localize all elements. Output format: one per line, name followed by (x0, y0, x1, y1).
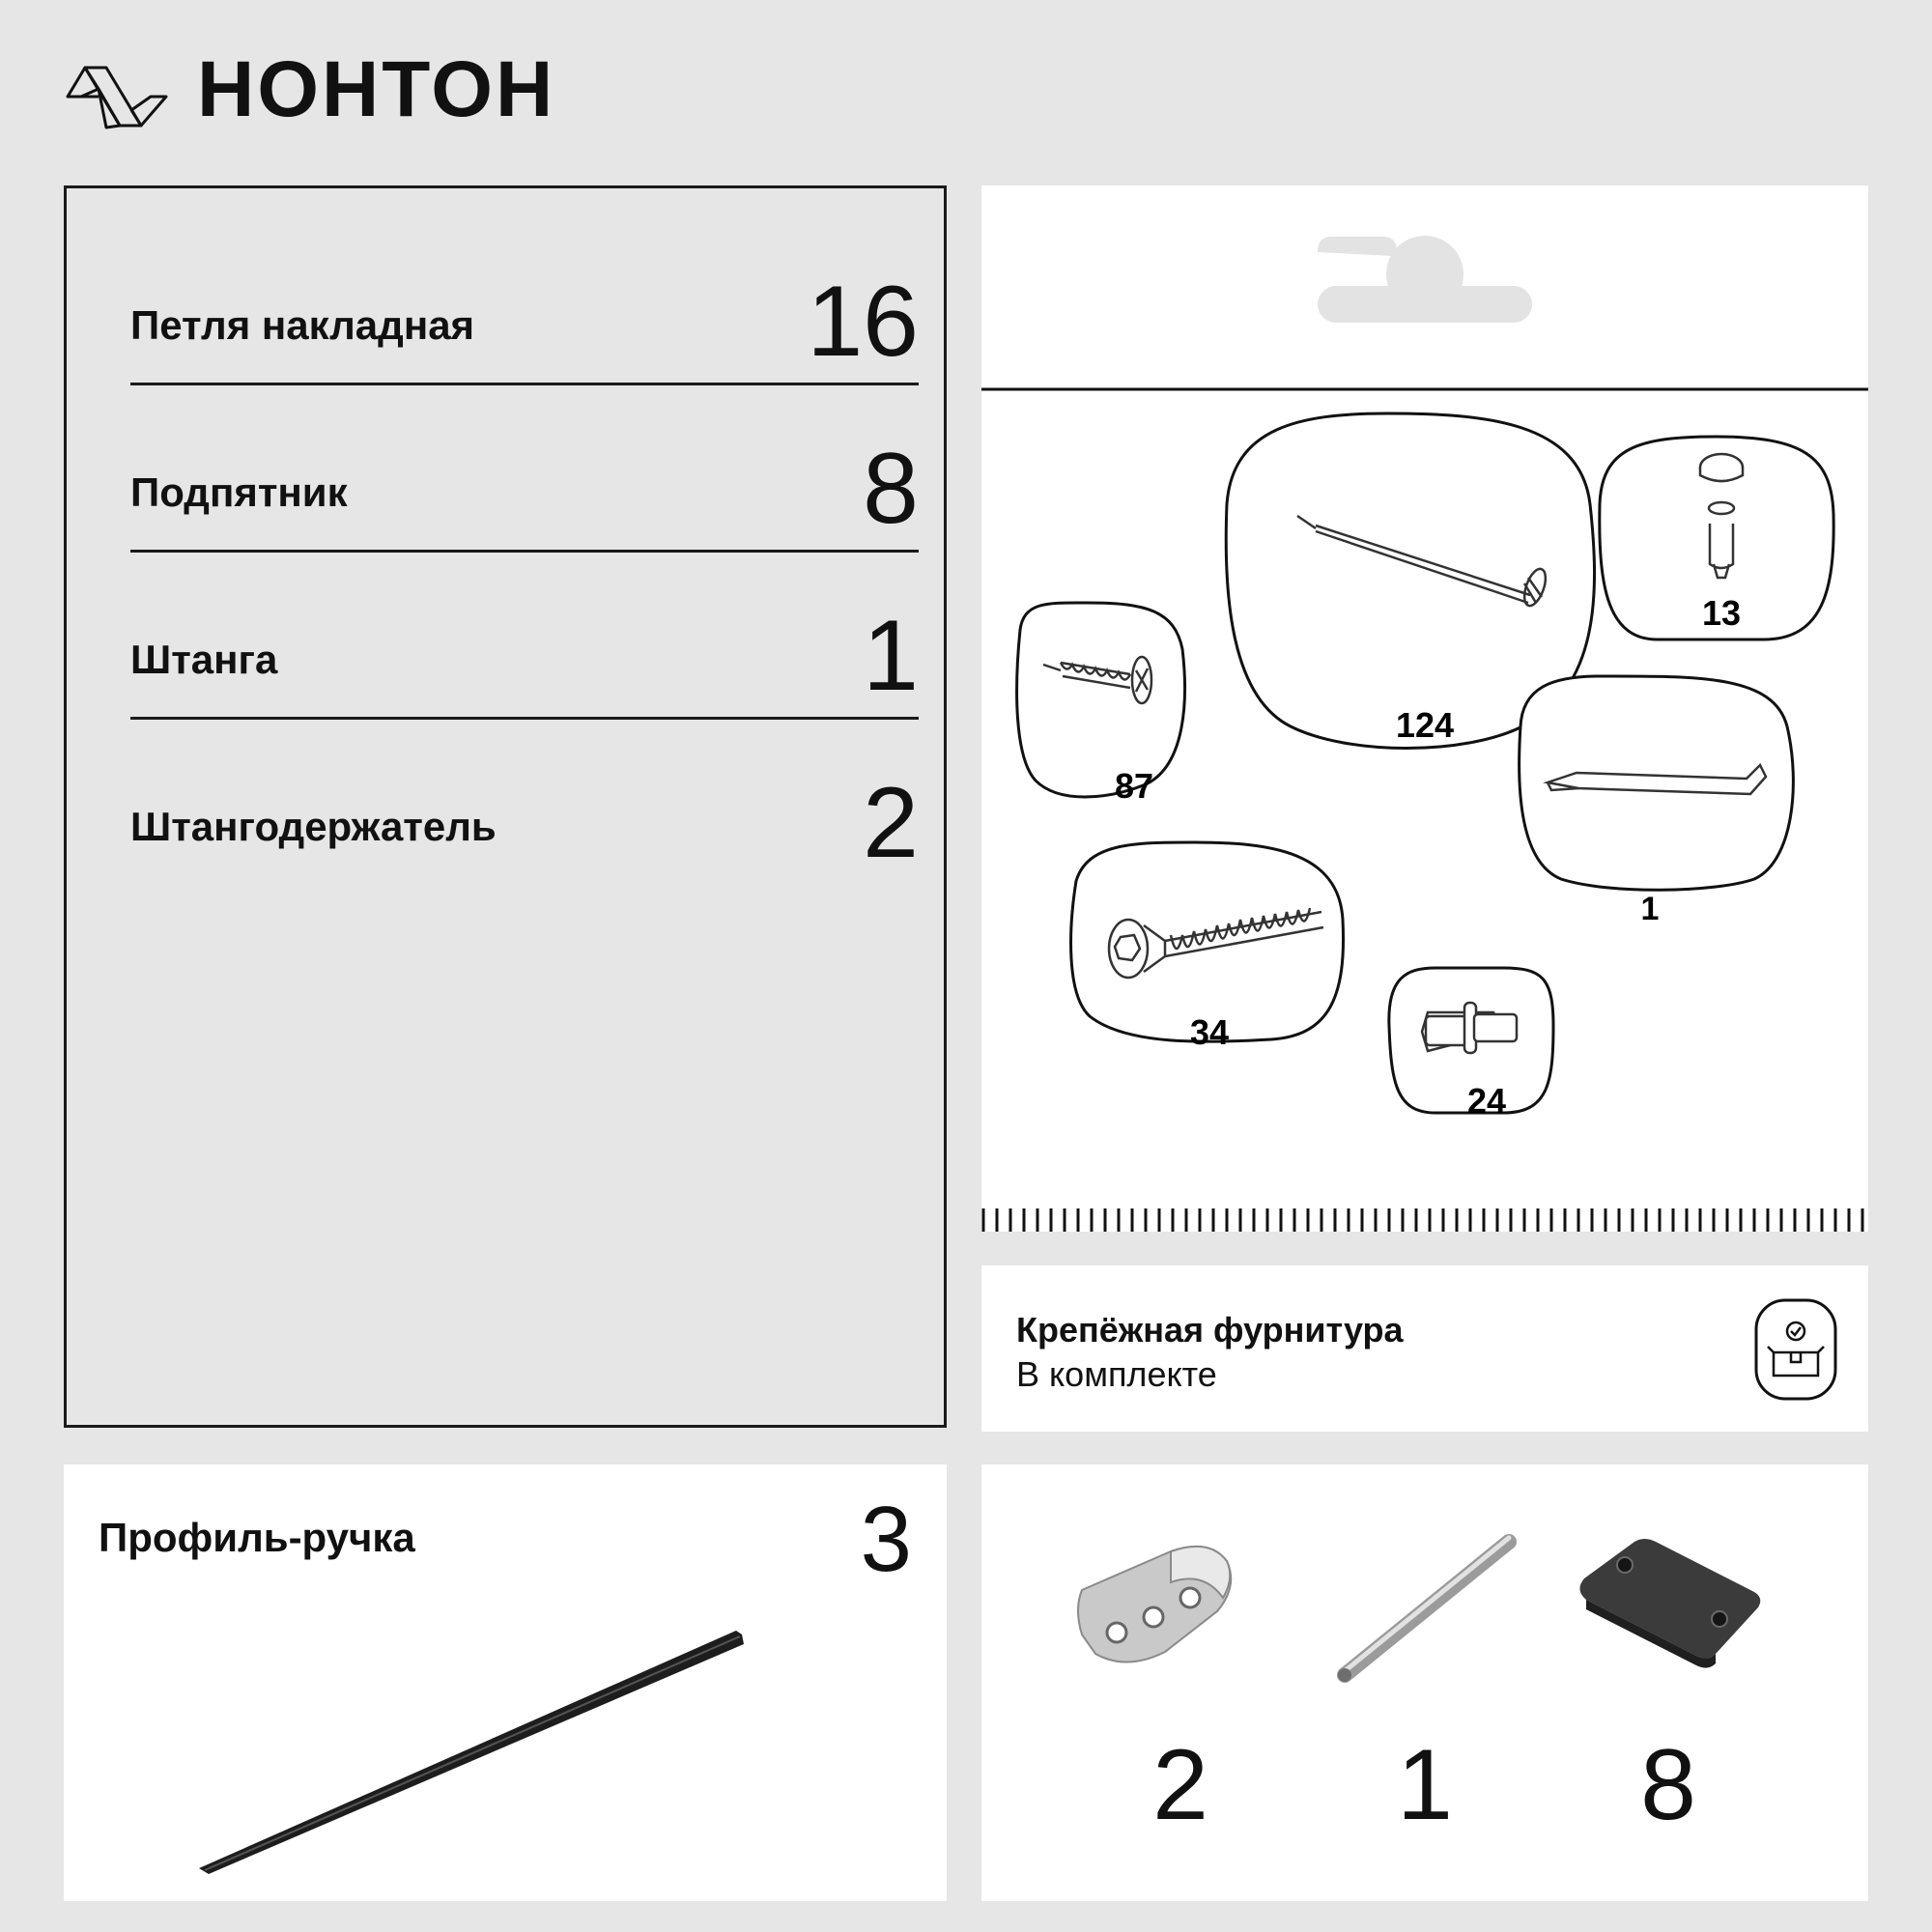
confirmat-screw-count: 34 (1189, 1012, 1230, 1052)
brand-logo-icon (64, 58, 170, 135)
rod-count: 1 (1397, 1729, 1453, 1841)
list-item (130, 600, 919, 720)
status-subtitle: В комплекте (1016, 1354, 1217, 1394)
profile-handle-count: 3 (860, 1488, 912, 1591)
hardware-bag-illustration (981, 185, 1868, 1232)
foot-pad-count: 8 (1640, 1729, 1696, 1841)
hardware-included-card (981, 1265, 1868, 1432)
shelf-pin-item (1389, 968, 1553, 1121)
divider (130, 550, 919, 553)
hex-key-item (1520, 676, 1794, 927)
wood-screw-count: 87 (1114, 766, 1154, 806)
parts-card (981, 1464, 1868, 1901)
hardware-bag-card (981, 185, 1868, 1232)
cam-fitting-item (1600, 437, 1833, 639)
list-item (130, 266, 919, 385)
item-label: Штанга (130, 637, 278, 682)
list-item (130, 433, 919, 553)
cam-fitting-count: 13 (1701, 593, 1742, 633)
box-check-icon (1754, 1298, 1837, 1401)
status-title: Крепёжная фурнитура (1016, 1310, 1404, 1350)
divider (130, 383, 919, 385)
profile-handle-card (64, 1464, 947, 1901)
item-count: 16 (807, 266, 919, 378)
shelf-pin-count: 24 (1466, 1081, 1507, 1121)
profile-handle-label: Профиль-ручка (99, 1515, 415, 1560)
hex-key-count: 1 (1640, 891, 1660, 927)
contents-list-panel (64, 185, 947, 1428)
rod-holder-icon (1078, 1547, 1231, 1662)
foot-pad-icon (1579, 1539, 1760, 1668)
divider (130, 717, 919, 720)
bag-perforation (983, 1208, 1862, 1232)
nail-count: 124 (1395, 705, 1455, 745)
item-label: Штангодержатель (130, 804, 497, 849)
list-item (130, 767, 919, 887)
rod-icon (1338, 1538, 1509, 1682)
brand-name: НОНТОН (197, 45, 556, 133)
rod-holder-count: 2 (1152, 1729, 1208, 1841)
item-count: 8 (863, 433, 919, 545)
item-label: Подпятник (130, 469, 348, 515)
confirmat-screw-item (1071, 842, 1344, 1052)
item-label: Петля накладная (130, 302, 475, 348)
item-count: 2 (863, 767, 919, 879)
wood-screw-item (1017, 603, 1185, 806)
item-count: 1 (863, 600, 919, 712)
